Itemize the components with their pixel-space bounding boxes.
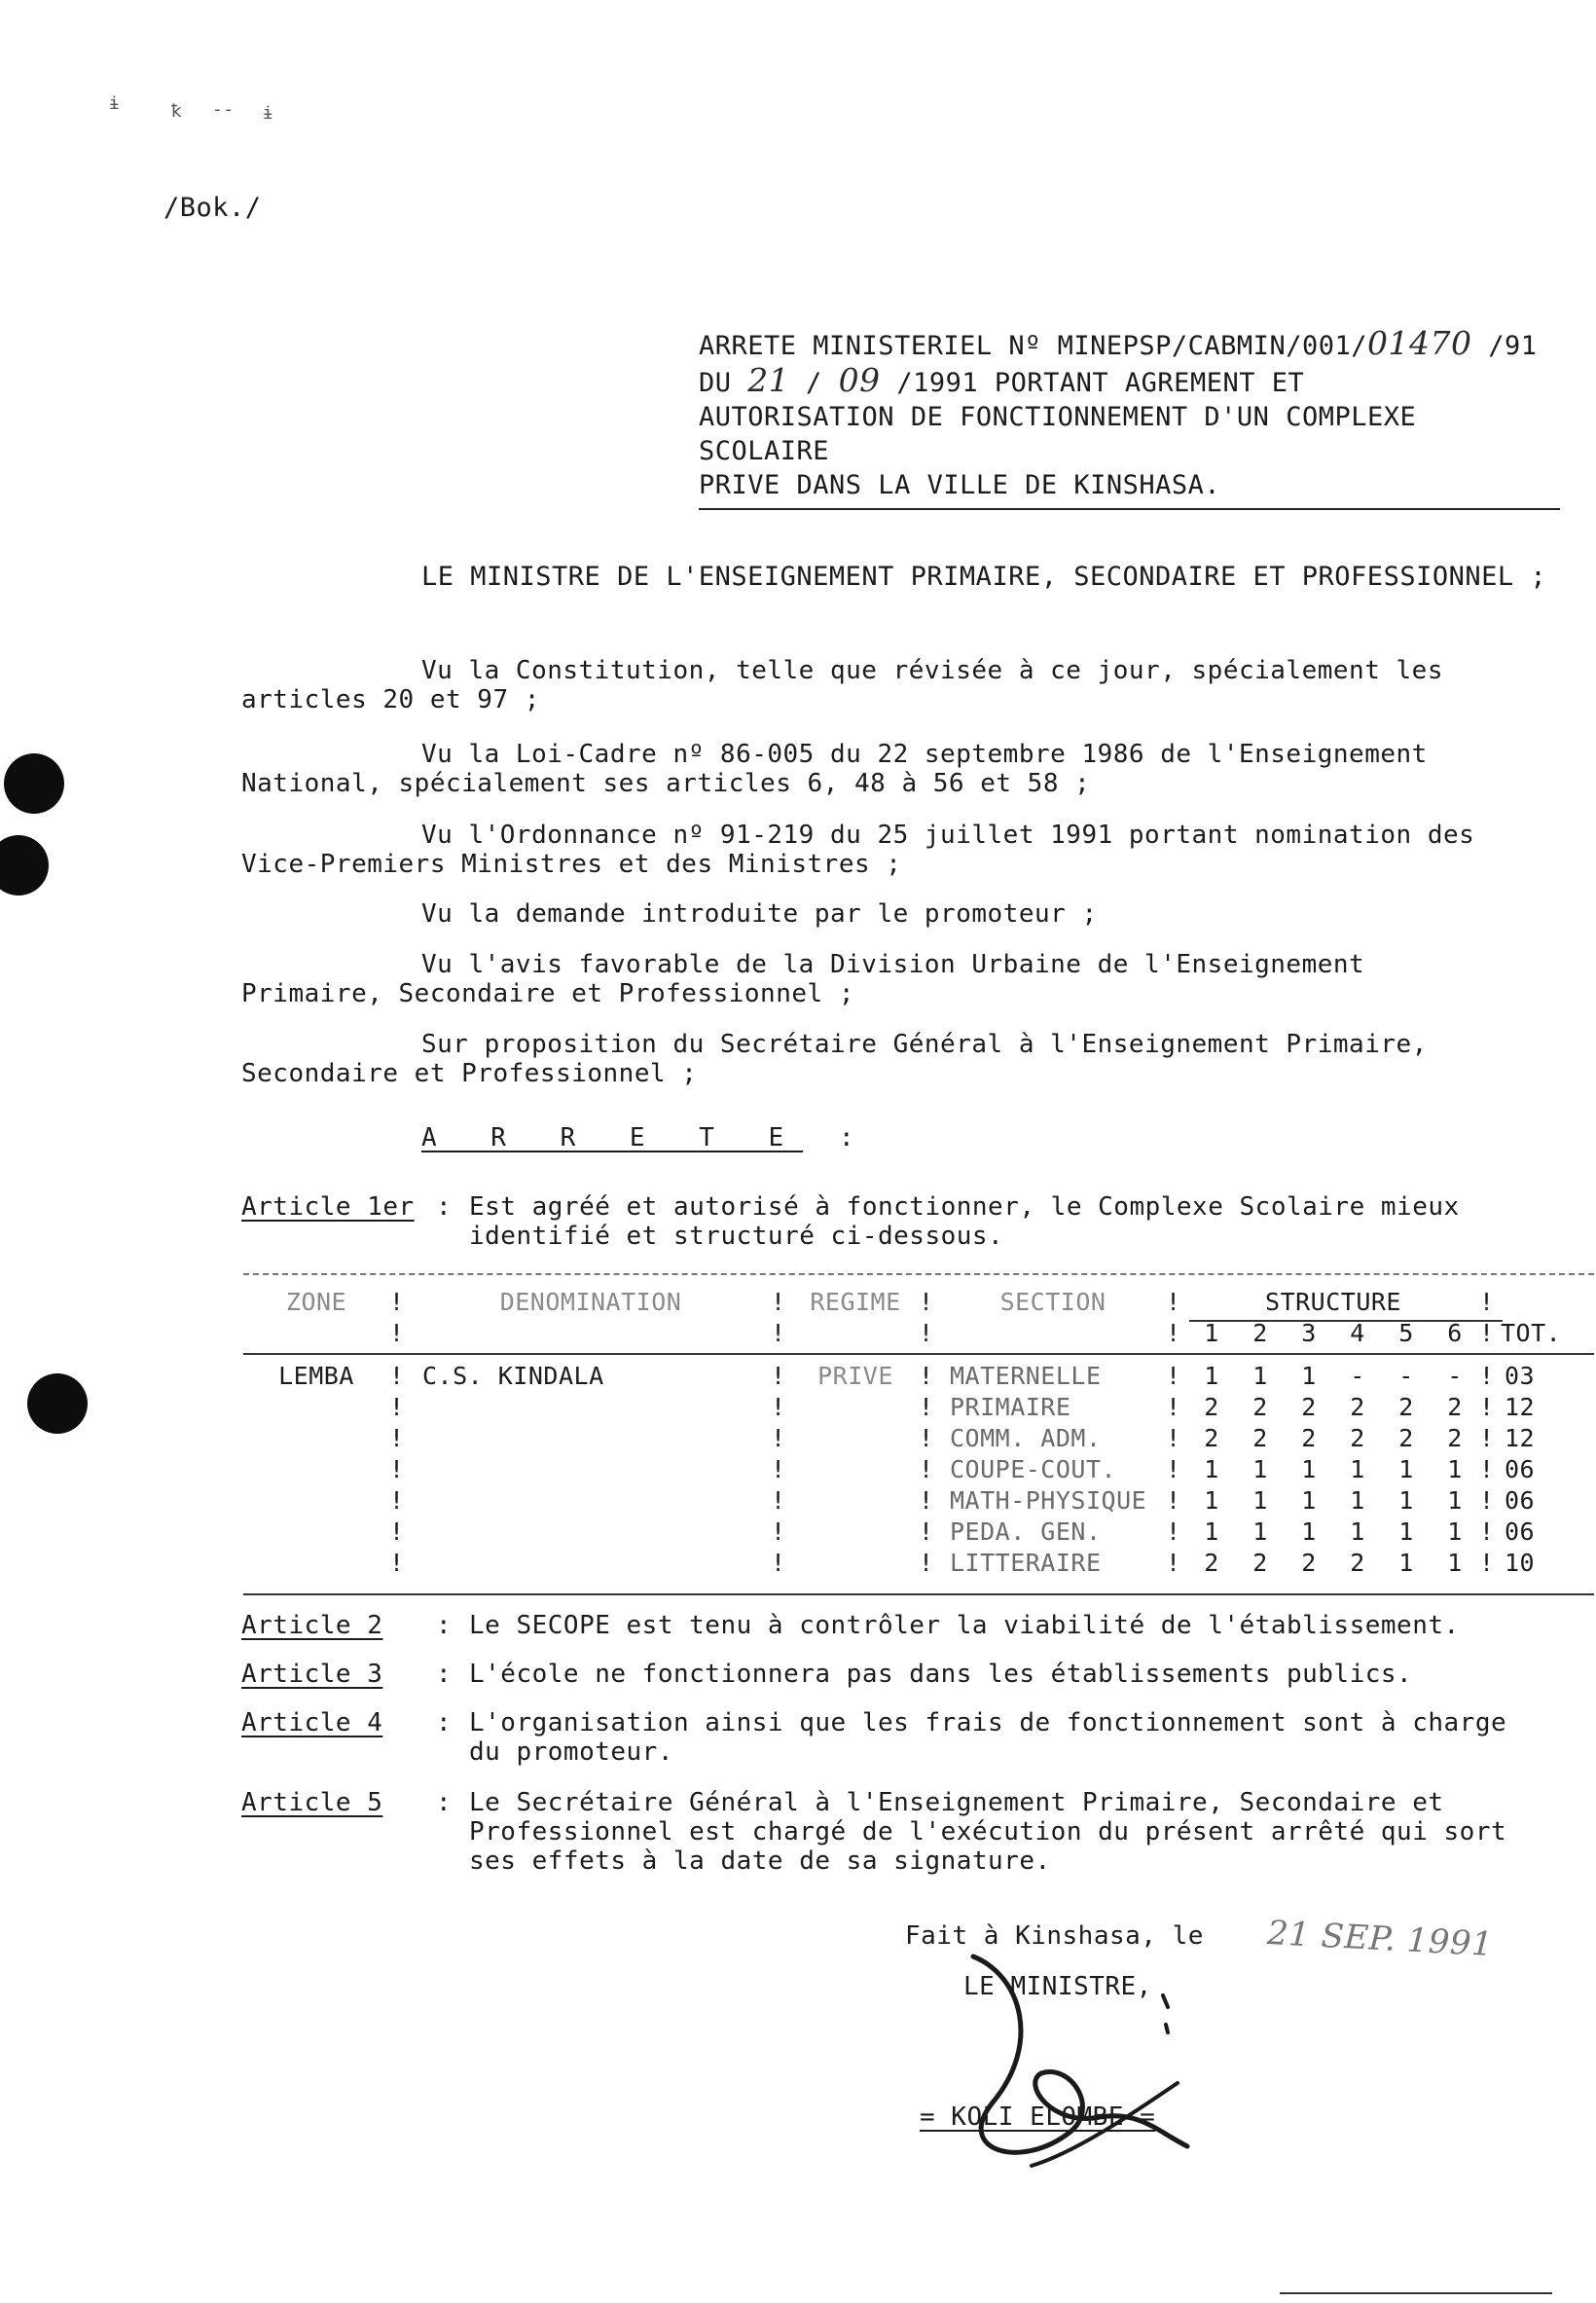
denomination-cell: [411, 1392, 771, 1423]
table-row: [243, 1423, 1569, 1454]
structure-value: -: [1350, 1362, 1365, 1390]
col-separator: !: [919, 1362, 934, 1390]
signature-place: Fait à Kinshasa, le: [905, 1921, 1204, 1951]
consideration-line: Sur proposition du Secrétaire Général à l'Enseignement Primaire,: [421, 1030, 1428, 1059]
punch-hole: [0, 835, 49, 896]
structure-value: 2: [1447, 1393, 1463, 1421]
structure-col: 5: [1398, 1319, 1414, 1347]
structure-value: 1: [1204, 1455, 1219, 1483]
denomination-cell: [411, 1548, 771, 1579]
structure-value: 1: [1447, 1549, 1463, 1577]
structure-value: 2: [1350, 1393, 1365, 1421]
consideration-line: Secondaire et Professionnel ;: [241, 1059, 698, 1088]
total-cell: 06: [1505, 1517, 1536, 1546]
reference-prefix: ARRETE MINISTERIEL Nº MINEPSP/CABMIN/001/: [699, 331, 1367, 361]
date-stamp: 21 SEP. 1991: [1266, 1913, 1495, 1965]
table-row: [243, 1392, 1569, 1423]
structure-value: 2: [1301, 1393, 1317, 1421]
col-separator: !: [389, 1288, 405, 1316]
regime-cell: [792, 1548, 919, 1579]
zone-cell: [243, 1454, 389, 1485]
structure-value: 1: [1398, 1455, 1414, 1483]
col-separator: !: [1479, 1288, 1495, 1316]
scan-speck: ꝁ: [171, 101, 182, 122]
section-cell: PEDA. GEN.: [950, 1517, 1102, 1546]
consideration-avis: [241, 950, 1526, 1008]
signature-title: LE MINISTRE,: [963, 1972, 1152, 2001]
col-separator: !: [771, 1486, 786, 1515]
date-separator: /: [806, 368, 822, 398]
col-separator: !: [919, 1486, 934, 1515]
header-zone: ZONE: [285, 1288, 347, 1316]
article-4-text: L'organisation ainsi que les frais de fonctionnement sont à charge du promoteur.: [469, 1708, 1507, 1767]
structure-value: 2: [1301, 1424, 1317, 1452]
col-separator: !: [771, 1517, 786, 1546]
article-1-text: Est agréé et autorisé à fonctionner, le Complexe Scolaire mieux identifié et structuré ci-dessous.: [469, 1192, 1460, 1251]
col-separator: !: [1166, 1424, 1181, 1452]
col-separator: !: [1166, 1393, 1181, 1421]
article-4-colon: :: [436, 1708, 453, 1737]
regime-cell: [792, 1517, 919, 1548]
structure-value: 1: [1398, 1517, 1414, 1546]
col-separator: !: [919, 1517, 934, 1546]
col-separator: !: [389, 1517, 405, 1546]
du-label: DU: [699, 368, 732, 398]
col-separator: !: [919, 1393, 934, 1421]
col-separator: !: [919, 1288, 934, 1316]
structure-value: 1: [1350, 1486, 1365, 1515]
structure-value: 1: [1398, 1549, 1414, 1577]
consideration-line: Vu la Constitution, telle que révisée à ce jour, spécialement les: [421, 656, 1443, 685]
col-separator: !: [389, 1362, 405, 1390]
header-denomination: DENOMINATION: [499, 1288, 682, 1316]
consideration-proposition: [241, 1030, 1526, 1088]
header-regime: REGIME: [810, 1288, 901, 1316]
total-cell: 06: [1505, 1455, 1536, 1483]
regime-cell: PRIVE: [817, 1362, 893, 1390]
table-header-row: [243, 1287, 1569, 1318]
regime-cell: [792, 1392, 919, 1423]
col-separator: !: [771, 1319, 786, 1347]
structure-value: 2: [1350, 1424, 1365, 1452]
consideration-line: articles 20 et 97 ;: [241, 685, 540, 714]
col-separator: !: [389, 1424, 405, 1452]
minister-title: LE MINISTRE DE L'ENSEIGNEMENT PRIMAIRE, SECONDAIRE ET PROFESSIONNEL ;: [421, 562, 1547, 592]
regime-cell: [792, 1454, 919, 1485]
table-row: [243, 1548, 1569, 1579]
col-separator: !: [1479, 1549, 1495, 1577]
empty-cell: [792, 1318, 919, 1349]
consideration-constitution: [241, 656, 1526, 714]
col-separator: !: [389, 1319, 405, 1347]
structure-value: 1: [1204, 1362, 1219, 1390]
col-separator: !: [771, 1362, 786, 1390]
empty-cell: [940, 1318, 1166, 1349]
col-separator: !: [1166, 1362, 1181, 1390]
decree-reference: [699, 326, 1560, 510]
reference-line3: AUTORISATION DE FONCTIONNEMENT D'UN COMPLEXE SCOLAIRE: [699, 402, 1417, 466]
col-separator: !: [1479, 1362, 1495, 1390]
punch-hole: [4, 753, 64, 814]
structure-col: 6: [1447, 1319, 1463, 1347]
col-separator: !: [1166, 1319, 1181, 1347]
handwritten-day: 21: [747, 361, 790, 399]
table-top-rule: [243, 1273, 1594, 1275]
footer-rule: [1280, 2292, 1552, 2294]
spacer-cell: [243, 1349, 1569, 1361]
zone-cell: [243, 1517, 389, 1548]
zone-cell: [243, 1485, 389, 1517]
consideration-line: Vu l'avis favorable de la Division Urbaine de l'Enseignement: [421, 950, 1365, 979]
handwritten-month: 09: [838, 361, 881, 399]
col-separator: !: [919, 1319, 934, 1347]
structure-value: 1: [1252, 1362, 1268, 1390]
spacer-row: [243, 1349, 1569, 1361]
col-separator: !: [389, 1486, 405, 1515]
structure-value: 1: [1301, 1517, 1317, 1546]
total-cell: 10: [1505, 1549, 1536, 1577]
structure-value: 2: [1252, 1549, 1268, 1577]
col-separator: !: [1479, 1455, 1495, 1483]
signatory-name: = KOLI ELOMBE =: [920, 2102, 1156, 2132]
structure-col: 2: [1252, 1319, 1268, 1347]
structure-value: 1: [1350, 1455, 1365, 1483]
table-body: [243, 1361, 1569, 1579]
denomination-cell: [411, 1517, 771, 1548]
reference-line4: PRIVE DANS LA VILLE DE KINSHASA.: [699, 470, 1221, 500]
col-separator: !: [1166, 1455, 1181, 1483]
col-separator: !: [771, 1393, 786, 1421]
article-4-label: Article 4: [241, 1708, 383, 1737]
consideration-line: Vu la demande introduite par le promoteur ;: [421, 899, 1098, 929]
structure-value: 1: [1398, 1486, 1414, 1515]
col-separator: !: [389, 1393, 405, 1421]
header-structure: STRUCTURE: [1265, 1288, 1401, 1316]
total-cell: 06: [1505, 1486, 1536, 1515]
structure-value: -: [1447, 1362, 1463, 1390]
structure-value: 2: [1398, 1424, 1414, 1452]
scan-speck: ɨ: [263, 103, 274, 124]
empty-cell: [243, 1318, 389, 1349]
total-cell: 12: [1505, 1393, 1536, 1421]
col-separator: !: [1166, 1486, 1181, 1515]
structure-col: 3: [1301, 1319, 1317, 1347]
consideration-line: Primaire, Secondaire et Professionnel ;: [241, 979, 854, 1008]
denomination-cell: [411, 1454, 771, 1485]
structure-value: 2: [1398, 1393, 1414, 1421]
header-total-spacer: [1501, 1287, 1569, 1318]
col-separator: !: [1479, 1319, 1495, 1347]
col-separator: !: [919, 1455, 934, 1483]
col-separator: !: [771, 1549, 786, 1577]
scan-speck: ɨ: [109, 93, 121, 114]
section-cell: COMM. ADM.: [950, 1424, 1102, 1452]
consideration-line: National, spécialement ses articles 6, 48 à 56 et 58 ;: [241, 769, 1091, 798]
zone-cell: [243, 1423, 389, 1454]
structure-value: 1: [1301, 1486, 1317, 1515]
handwritten-signature: [934, 1937, 1255, 2171]
section-cell: LITTERAIRE: [950, 1549, 1102, 1577]
article-5-label: Article 5: [241, 1788, 383, 1817]
article-5-colon: :: [436, 1788, 453, 1817]
article-1-label: Article 1er: [241, 1192, 415, 1222]
consideration-loi-cadre: [241, 740, 1526, 798]
structure-value: -: [1398, 1362, 1414, 1390]
table-row: [243, 1454, 1569, 1485]
zone-cell: [243, 1548, 389, 1579]
col-separator: !: [1166, 1549, 1181, 1577]
empty-cell: [411, 1318, 771, 1349]
total-cell: 03: [1505, 1362, 1536, 1390]
structure-value: 2: [1204, 1549, 1219, 1577]
structure-value: 2: [1301, 1549, 1317, 1577]
section-cell: MATERNELLE: [950, 1362, 1102, 1390]
structure-value: 1: [1204, 1517, 1219, 1546]
scan-speck: --: [212, 99, 235, 120]
structure-col: 1: [1204, 1319, 1219, 1347]
col-separator: !: [919, 1424, 934, 1452]
table-row: [243, 1485, 1569, 1517]
col-separator: !: [1479, 1486, 1495, 1515]
header-total: TOT.: [1501, 1319, 1562, 1347]
zone-cell: LEMBA: [278, 1362, 354, 1390]
reference-suffix: /91: [1488, 331, 1538, 361]
header-mark: /Bok./: [163, 193, 262, 223]
structure-value: 1: [1447, 1517, 1463, 1546]
structure-value: 1: [1252, 1486, 1268, 1515]
total-cell: 12: [1505, 1424, 1536, 1452]
structure-value: 2: [1252, 1424, 1268, 1452]
punch-hole: [27, 1373, 88, 1434]
table-subheader-row: [243, 1318, 1569, 1349]
denomination-cell: [411, 1485, 771, 1517]
section-cell: COUPE-COUT.: [950, 1455, 1117, 1483]
article-2-text: Le SECOPE est tenu à contrôler la viabilité de l'établissement.: [469, 1611, 1460, 1640]
consideration-demande: [241, 899, 1526, 929]
denomination-cell: [411, 1423, 771, 1454]
structure-value: 1: [1447, 1486, 1463, 1515]
structure-value: 2: [1350, 1549, 1365, 1577]
col-separator: !: [919, 1549, 934, 1577]
article-5-text: Le Secrétaire Général à l'Enseignement Primaire, Secondaire et Professionnel est chargé de l'exécution du présent arrêté qui sort ses effets à la date de sa signature.: [469, 1788, 1507, 1876]
col-separator: !: [1479, 1517, 1495, 1546]
article-3-label: Article 3: [241, 1660, 383, 1689]
col-separator: !: [771, 1424, 786, 1452]
structure-value: 1: [1204, 1486, 1219, 1515]
structure-value: 1: [1447, 1455, 1463, 1483]
structure-value: 1: [1301, 1362, 1317, 1390]
col-separator: !: [1479, 1424, 1495, 1452]
section-cell: MATH-PHYSIQUE: [950, 1486, 1147, 1515]
regime-cell: [792, 1485, 919, 1517]
col-separator: !: [771, 1288, 786, 1316]
table-row: [243, 1361, 1569, 1392]
structure-table: [243, 1287, 1569, 1579]
article-2-colon: :: [436, 1611, 453, 1640]
col-separator: !: [389, 1549, 405, 1577]
structure-value: 2: [1252, 1393, 1268, 1421]
col-separator: !: [1166, 1288, 1181, 1316]
reference-line2: /1991 PORTANT AGREMENT ET: [896, 368, 1305, 398]
arrete-heading: A R R E T E: [421, 1123, 804, 1152]
structure-value: 2: [1447, 1424, 1463, 1452]
structure-value: 1: [1252, 1455, 1268, 1483]
structure-value: 2: [1204, 1424, 1219, 1452]
structure-value: 1: [1252, 1517, 1268, 1546]
col-separator: !: [389, 1455, 405, 1483]
header-section: SECTION: [999, 1288, 1106, 1316]
structure-value: 2: [1204, 1393, 1219, 1421]
article-3-text: L'école ne fonctionnera pas dans les établissements publics.: [469, 1660, 1413, 1689]
structure-value: 1: [1301, 1455, 1317, 1483]
consideration-line: Vu l'Ordonnance nº 91-219 du 25 juillet 1991 portant nomination des: [421, 821, 1475, 850]
col-separator: !: [1479, 1393, 1495, 1421]
article-1-colon: :: [436, 1192, 453, 1222]
structure-value: 1: [1350, 1517, 1365, 1546]
handwritten-number: 01470: [1366, 324, 1472, 362]
table-bottom-rule: [243, 1593, 1594, 1595]
article-3-colon: :: [436, 1660, 453, 1689]
consideration-line: Vu la Loi-Cadre nº 86-005 du 22 septembre 1986 de l'Enseignement: [421, 740, 1428, 769]
table-row: [243, 1517, 1569, 1548]
regime-cell: [792, 1423, 919, 1454]
col-separator: !: [771, 1455, 786, 1483]
zone-cell: [243, 1392, 389, 1423]
denomination-cell: C.S. KINDALA: [422, 1362, 604, 1390]
arrete-colon: :: [839, 1123, 855, 1152]
consideration-ordonnance: [241, 821, 1526, 879]
section-cell: PRIMAIRE: [950, 1393, 1071, 1421]
consideration-line: Vice-Premiers Ministres et des Ministres ;: [241, 850, 902, 879]
col-separator: !: [1166, 1517, 1181, 1546]
structure-col: 4: [1350, 1319, 1365, 1347]
article-2-label: Article 2: [241, 1611, 383, 1640]
